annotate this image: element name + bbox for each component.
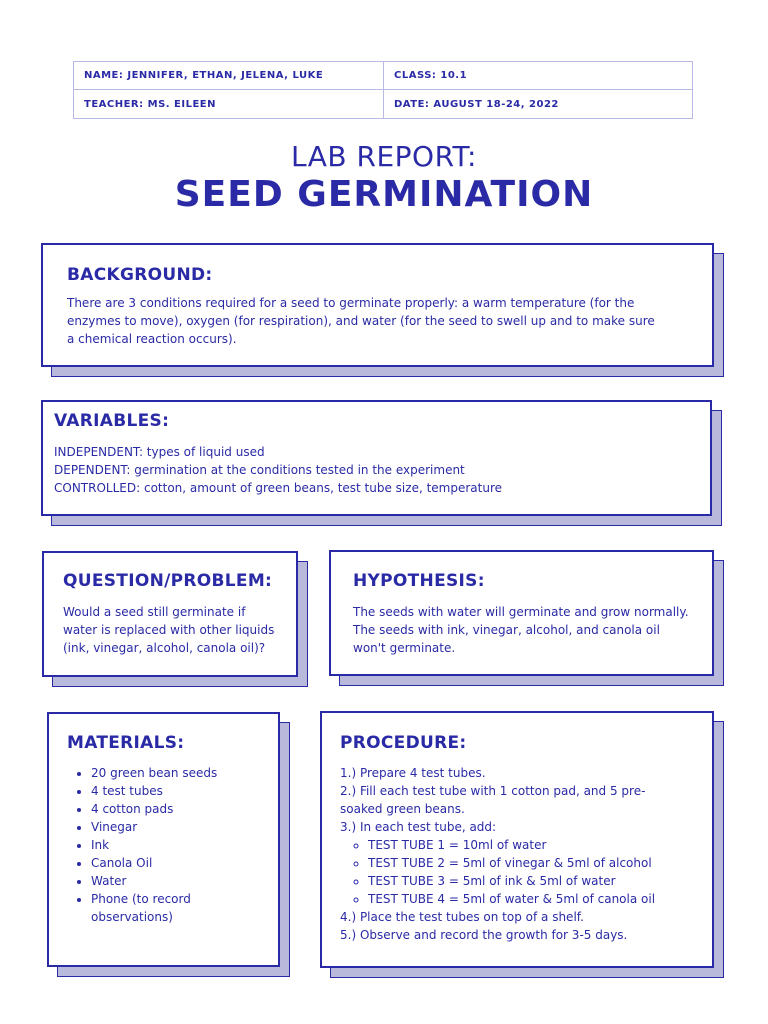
class-cell: CLASS: 10.1 bbox=[384, 62, 692, 90]
hypothesis-line: The seeds with water will germinate and grow normally. bbox=[353, 605, 689, 619]
variables-heading: VARIABLES: bbox=[54, 411, 170, 431]
materials-item-text: observations) bbox=[91, 910, 173, 924]
background-card bbox=[41, 243, 714, 367]
materials-item: • Water bbox=[91, 872, 291, 890]
test-tube-list bbox=[340, 836, 655, 908]
materials-item: • 20 green bean seeds bbox=[91, 764, 291, 782]
procedure-step: soaked green beans. bbox=[340, 802, 465, 816]
procedure-step: 4.) Place the test tubes on top of a shelf. bbox=[340, 910, 584, 924]
test-tube-item: ◦ TEST TUBE 4 = 5ml of water & 5ml of canola oil bbox=[368, 890, 655, 908]
variable-independent: INDEPENDENT: types of liquid used bbox=[54, 445, 265, 459]
materials-item: • Ink bbox=[91, 836, 291, 854]
materials-item: • Vinegar bbox=[91, 818, 291, 836]
materials-item: • Canola Oil bbox=[91, 854, 291, 872]
test-tube-item: ◦ TEST TUBE 1 = 10ml of water bbox=[368, 836, 655, 854]
question-heading: QUESTION/PROBLEM: bbox=[63, 571, 273, 591]
background-line: a chemical reaction occurs). bbox=[67, 332, 237, 346]
materials-list bbox=[73, 764, 291, 926]
teacher-cell: TEACHER: MS. EILEEN bbox=[74, 90, 384, 118]
variables-text bbox=[54, 443, 502, 497]
procedure-heading: PROCEDURE: bbox=[340, 733, 467, 753]
background-line: There are 3 conditions required for a seed to germinate properly: a warm temperature (for the bbox=[67, 296, 635, 310]
materials-heading: MATERIALS: bbox=[67, 733, 185, 753]
test-tube-item: ◦ TEST TUBE 3 = 5ml of ink & 5ml of water bbox=[368, 872, 655, 890]
variable-controlled: CONTROLLED: cotton, amount of green beans, test tube size, temperature bbox=[54, 481, 503, 495]
date-cell: DATE: AUGUST 18-24, 2022 bbox=[394, 98, 559, 110]
question-card bbox=[42, 551, 298, 677]
materials-item bbox=[91, 890, 291, 926]
report-title: SEED GERMINATION bbox=[174, 174, 594, 215]
procedure-step: 5.) Observe and record the growth for 3-5 days. bbox=[340, 928, 628, 942]
hypothesis-text bbox=[353, 603, 689, 657]
materials-item: • 4 test tubes bbox=[91, 782, 291, 800]
background-line: enzymes to move), oxygen (for respiration), and water (for the seed to swell up and to make sure bbox=[67, 314, 655, 328]
background-heading: BACKGROUND: bbox=[67, 265, 213, 285]
name-cell: NAME: JENNIFER, ETHAN, JELENA, LUKE bbox=[74, 62, 384, 90]
procedure-step: 2.) Fill each test tube with 1 cotton pad, and 5 pre- bbox=[340, 784, 646, 798]
hypothesis-card bbox=[329, 550, 714, 676]
materials-item-text: Phone (to record bbox=[91, 892, 191, 906]
procedure-step: 3.) In each test tube, add: bbox=[340, 820, 497, 834]
materials-item: • 4 cotton pads bbox=[91, 800, 291, 818]
test-tube-item: ◦ TEST TUBE 2 = 5ml of vinegar & 5ml of alcohol bbox=[368, 854, 655, 872]
materials-card bbox=[47, 712, 280, 967]
question-text bbox=[63, 603, 274, 657]
procedure-card bbox=[320, 711, 714, 968]
question-line: (ink, vinegar, alcohol, canola oil)? bbox=[63, 641, 266, 655]
variable-dependent: DEPENDENT: germination at the conditions tested in the experiment bbox=[54, 463, 465, 477]
question-line: water is replaced with other liquids bbox=[63, 623, 275, 637]
report-subtitle: LAB REPORT: bbox=[291, 140, 477, 173]
hypothesis-line: The seeds with ink, vinegar, alcohol, and canola oil bbox=[353, 623, 660, 637]
variables-card bbox=[41, 400, 712, 516]
hypothesis-line: won't germinate. bbox=[353, 641, 456, 655]
procedure-step: 1.) Prepare 4 test tubes. bbox=[340, 766, 486, 780]
procedure-text bbox=[340, 764, 655, 944]
question-line: Would a seed still germinate if bbox=[63, 605, 246, 619]
info-table bbox=[73, 61, 693, 119]
background-text bbox=[67, 294, 655, 348]
hypothesis-heading: HYPOTHESIS: bbox=[353, 571, 485, 591]
